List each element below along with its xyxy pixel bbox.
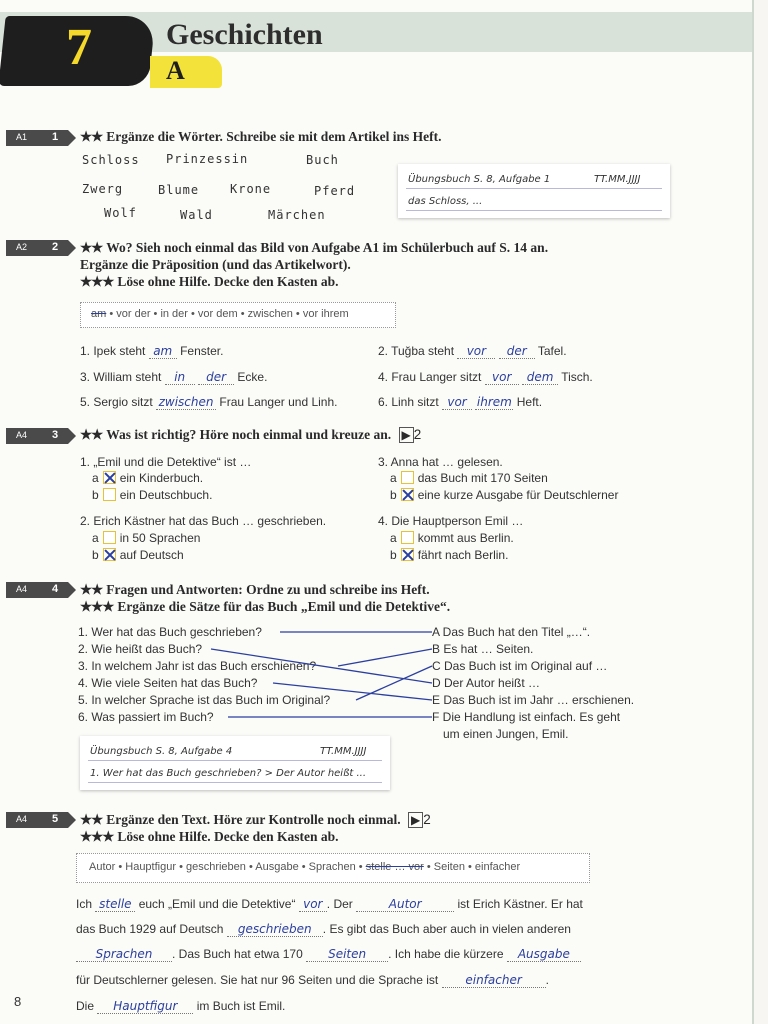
exercise-badge-4: A4 4 [6, 582, 68, 598]
text-line-3: Sprachen . Das Buch hat etwa 170 Seiten . Ich habe die kürzere Ausgabe [76, 947, 581, 962]
level-label: A1 [16, 132, 28, 142]
match-answer: E Das Buch ist im Jahr … erschienen. [432, 693, 635, 707]
match-answer: B Es hat … Seiten. [432, 642, 534, 656]
match-question: 3. In welchem Jahr ist das Buch erschienen? [78, 659, 317, 673]
sentence-1: 1. Ipek steht am Fenster. [80, 344, 224, 358]
word-item: Blume [158, 183, 200, 197]
match-answer: C Das Buch ist im Original auf … [432, 659, 608, 673]
option-3a[interactable]: a das Buch mit 170 Seiten [390, 471, 548, 485]
word-item: Buch [306, 153, 339, 167]
sentence-5: 5. Sergio sitzt zwischen Frau Langer und Linh. [80, 395, 338, 409]
word-item: Pferd [314, 184, 356, 198]
exercise-5-instruction-2: ★★★ Löse ohne Hilfe. Decke den Kasten ab. [80, 829, 339, 844]
match-answer: F Die Handlung ist einfach. Es geht [432, 710, 621, 724]
match-question: 5. In welcher Sprache ist das Buch im Original? [78, 693, 331, 707]
question-1: 1. „Emil und die Detektive“ ist … [80, 455, 252, 469]
match-question: 1. Wer hat das Buch geschrieben? [78, 625, 262, 639]
sentence-4: 4. Frau Langer sitzt vor dem Tisch. [378, 370, 593, 384]
exercise-2-instruction: ★★ Wo? Sieh noch einmal das Bild von Aufgabe A1 im Schülerbuch auf S. 14 an. [80, 240, 549, 255]
section-letter: A [166, 56, 185, 85]
exercise-2-instruction-3: ★★★ Löse ohne Hilfe. Decke den Kasten ab. [80, 274, 339, 289]
sentence-2: 2. Tuğba steht vor der Tafel. [378, 344, 567, 358]
sentence-6: 6. Linh sitzt vor ihrem Heft. [378, 395, 543, 409]
text-line-1: Ich stelle euch „Emil und die Detektive“ vor . Der Autor ist Erich Kästner. Er hat [76, 897, 583, 911]
question-3: 3. Anna hat … gelesen. [378, 455, 503, 469]
text-line-4: für Deutschlerner gelesen. Sie hat nur 96 Seiten und die Sprache ist einfacher . [76, 973, 549, 987]
exercise-number: 1 [52, 131, 59, 143]
audio-track-icon: ▶ [408, 812, 423, 828]
question-4: 4. Die Hauptperson Emil … [378, 514, 524, 528]
option-3b[interactable]: b eine kurze Ausgabe für Deutschlerner [390, 488, 619, 502]
option-4b[interactable]: b fährt nach Berlin. [390, 548, 509, 562]
question-2: 2. Erich Kästner hat das Buch … geschrieben. [80, 514, 327, 528]
text-line-2: das Buch 1929 auf Deutsch geschrieben . Es gibt das Buch aber auch in vielen anderen [76, 922, 571, 936]
page-number: 8 [14, 994, 22, 1009]
option-2b[interactable]: b auf Deutsch [92, 548, 184, 562]
match-line-2 [211, 649, 432, 683]
word-box-5: Autor • Hauptfigur • geschrieben • Ausgabe • Sprachen • stelle … vor • Seiten • einfacher [76, 853, 590, 883]
match-line-5 [356, 666, 432, 700]
exercise-5-instruction: ★★ Ergänze den Text. Höre zur Kontrolle noch einmal. ▶ 2 [80, 812, 431, 827]
notebook-note-1: Übungsbuch S. 8, Aufgabe 1 TT.MM.JJJJ das Schloss, ... [398, 164, 670, 218]
exercise-badge-5: A4 5 [6, 812, 68, 828]
exercise-2-instruction-2: Ergänze die Präposition (und das Artikelwort). [80, 257, 351, 272]
exercise-badge-3: A4 3 [6, 428, 68, 444]
option-1b[interactable]: b ein Deutschbuch. [92, 488, 213, 502]
option-4a[interactable]: a kommt aus Berlin. [390, 531, 514, 545]
exercise-3-instruction: ★★ Was ist richtig? Höre noch einmal und kreuze an. ▶ 2 [80, 427, 422, 442]
word-item: Wald [180, 208, 213, 222]
match-question: 4. Wie viele Seiten hat das Buch? [78, 676, 258, 690]
audio-track-icon: ▶ [399, 427, 414, 443]
exercise-4-instruction-2: ★★★ Ergänze die Sätze für das Buch „Emil und die Detektive“. [80, 599, 451, 614]
notebook-note-4: Übungsbuch S. 8, Aufgabe 4 TT.MM.JJJJ 1. Wer hat das Buch geschrieben? > Der Autor heißt ... [80, 736, 390, 790]
match-answer-continued: um einen Jungen, Emil. [443, 727, 569, 741]
chapter-number: 7 [66, 19, 92, 76]
exercise-badge-2: A2 2 [6, 240, 68, 256]
word-item: Krone [230, 182, 272, 196]
exercise-4-instruction: ★★ Fragen und Antworten: Ordne zu und schreibe ins Heft. [80, 582, 430, 597]
match-line-3 [338, 649, 432, 666]
word-item: Prinzessin [166, 152, 249, 166]
word-item: Schloss [82, 153, 140, 167]
match-answer: D Der Autor heißt … [432, 676, 541, 690]
word-item: Zwerg [82, 182, 124, 196]
match-question: 6. Was passiert im Buch? [78, 710, 214, 724]
word-item: Wolf [104, 206, 137, 220]
option-2a[interactable]: a in 50 Sprachen [92, 531, 201, 545]
text-line-5: Die Hauptfigur im Buch ist Emil. [76, 999, 286, 1013]
match-line-4 [273, 683, 432, 700]
chapter-title: Geschichten [166, 18, 323, 51]
match-answer: A Das Buch hat den Titel „…“. [432, 625, 591, 639]
match-question: 2. Wie heißt das Buch? [78, 642, 203, 656]
word-item: Märchen [268, 208, 326, 222]
option-1a[interactable]: a ein Kinderbuch. [92, 471, 204, 485]
sentence-3: 3. William steht in der Ecke. [80, 370, 268, 384]
word-box-2: am • vor der • in der • vor dem • zwischen • vor ihrem [80, 302, 396, 328]
exercise-1-instruction: ★★ Ergänze die Wörter. Schreibe sie mit dem Artikel ins Heft. [80, 129, 442, 144]
